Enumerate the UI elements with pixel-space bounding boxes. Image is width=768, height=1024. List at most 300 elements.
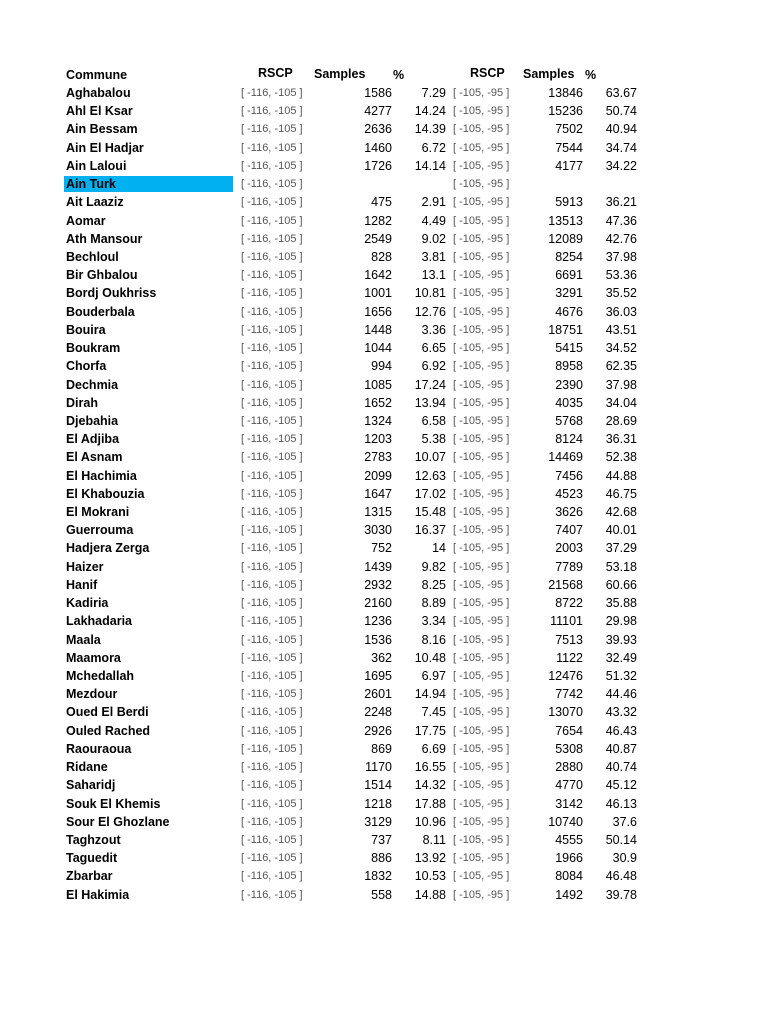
cell-percent-2[interactable]: 45.12: [605, 778, 637, 793]
cell-percent-1[interactable]: 6.97: [421, 669, 446, 683]
cell-percent-2[interactable]: 36.03: [605, 304, 637, 319]
cell-samples-1[interactable]: 4277: [364, 104, 392, 119]
cell-rscp-1[interactable]: [ -116, -105 ]: [241, 560, 303, 573]
cell-samples-2[interactable]: 1492: [555, 887, 583, 902]
cell-rscp-2[interactable]: [ -105, -95 ]: [453, 615, 510, 628]
cell-samples-1[interactable]: 1439: [364, 559, 392, 574]
cell-rscp-1[interactable]: [ -116, -105 ]: [241, 396, 303, 409]
cell-commune[interactable]: Raouraoua: [66, 741, 132, 756]
cell-percent-2[interactable]: 52.38: [605, 450, 637, 465]
cell-samples-2[interactable]: 7742: [555, 687, 583, 702]
cell-samples-2[interactable]: 4770: [555, 778, 583, 793]
cell-commune[interactable]: El Hachimia: [66, 468, 137, 483]
cell-percent-1[interactable]: 12.63: [414, 468, 446, 483]
cell-samples-1[interactable]: 1282: [364, 213, 392, 228]
cell-percent-1[interactable]: 10.07: [414, 450, 446, 465]
cell-samples-2[interactable]: 7513: [555, 632, 583, 647]
cell-samples-2[interactable]: 3626: [555, 505, 583, 520]
cell-rscp-1[interactable]: [ -116, -105 ]: [241, 797, 303, 810]
cell-rscp-2[interactable]: [ -105, -95 ]: [453, 742, 510, 755]
cell-commune[interactable]: Dirah: [66, 395, 98, 410]
cell-rscp-2[interactable]: [ -105, -95 ]: [453, 761, 510, 774]
header-commune[interactable]: Commune: [66, 68, 128, 82]
cell-percent-2[interactable]: 40.87: [605, 741, 637, 756]
cell-samples-2[interactable]: 4035: [555, 395, 583, 410]
cell-percent-2[interactable]: 35.52: [605, 286, 637, 301]
cell-percent-2[interactable]: 53.36: [605, 268, 637, 283]
cell-percent-2[interactable]: 34.04: [605, 395, 637, 410]
cell-rscp-1[interactable]: [ -116, -105 ]: [241, 487, 303, 500]
cell-samples-1[interactable]: 1652: [364, 395, 392, 410]
cell-samples-1[interactable]: 1170: [365, 760, 392, 775]
cell-percent-1[interactable]: 10.96: [414, 814, 446, 829]
cell-samples-1[interactable]: 1236: [364, 614, 392, 629]
cell-rscp-1[interactable]: [ -116, -105 ]: [241, 287, 303, 300]
cell-rscp-2[interactable]: [ -105, -95 ]: [453, 287, 510, 300]
cell-percent-2[interactable]: 53.18: [605, 559, 637, 574]
cell-percent-2[interactable]: 42.76: [605, 231, 637, 246]
cell-percent-1[interactable]: 14.88: [414, 887, 446, 902]
cell-rscp-2[interactable]: [ -105, -95 ]: [453, 888, 510, 901]
cell-samples-2[interactable]: 5308: [555, 741, 583, 756]
cell-percent-2[interactable]: 43.51: [605, 322, 637, 337]
cell-percent-1[interactable]: 17.75: [414, 723, 446, 738]
cell-percent-2[interactable]: 37.6: [612, 814, 637, 829]
header-samples-1[interactable]: Samples: [314, 67, 366, 81]
cell-rscp-2[interactable]: [ -105, -95 ]: [453, 651, 510, 664]
cell-percent-1[interactable]: 17.24: [414, 377, 446, 392]
cell-rscp-2[interactable]: [ -105, -95 ]: [453, 87, 510, 99]
cell-samples-2[interactable]: 7654: [555, 723, 583, 738]
cell-commune[interactable]: El Khabouzia: [66, 486, 145, 501]
cell-percent-2[interactable]: 39.93: [605, 632, 637, 647]
cell-rscp-2[interactable]: [ -105, -95 ]: [453, 487, 510, 500]
cell-rscp-2[interactable]: [ -105, -95 ]: [453, 141, 510, 154]
cell-commune[interactable]: Aghabalou: [66, 86, 131, 100]
cell-samples-1[interactable]: 1656: [364, 304, 392, 319]
cell-percent-1[interactable]: 6.92: [421, 359, 446, 374]
cell-percent-2[interactable]: 40.94: [605, 122, 637, 137]
cell-percent-1[interactable]: 6.65: [421, 341, 446, 356]
cell-percent-2[interactable]: 44.46: [605, 687, 637, 702]
cell-rscp-1[interactable]: [ -116, -105 ]: [241, 433, 303, 446]
cell-samples-2[interactable]: 12089: [548, 231, 583, 246]
cell-commune[interactable]: Ain Bessam: [66, 122, 138, 137]
cell-commune[interactable]: Ain Turk: [64, 176, 233, 192]
cell-rscp-1[interactable]: [ -116, -105 ]: [241, 833, 303, 846]
cell-rscp-2[interactable]: [ -105, -95 ]: [453, 214, 510, 227]
cell-samples-1[interactable]: 2601: [364, 687, 392, 702]
cell-rscp-2[interactable]: [ -105, -95 ]: [453, 250, 510, 263]
cell-percent-2[interactable]: 62.35: [605, 359, 637, 374]
cell-percent-2[interactable]: 35.88: [605, 596, 637, 611]
cell-commune[interactable]: Guerrouma: [66, 523, 134, 538]
cell-rscp-2[interactable]: [ -105, -95 ]: [453, 797, 510, 810]
cell-commune[interactable]: Lakhadaria: [66, 614, 133, 629]
cell-samples-1[interactable]: 1203: [364, 432, 392, 447]
cell-rscp-2[interactable]: [ -105, -95 ]: [453, 323, 510, 336]
cell-commune[interactable]: Ridane: [66, 760, 108, 775]
cell-samples-2[interactable]: 15236: [548, 104, 583, 119]
cell-samples-2[interactable]: 11101: [550, 614, 583, 629]
cell-commune[interactable]: Souk El Khemis: [66, 796, 161, 811]
cell-samples-1[interactable]: 1085: [364, 377, 392, 392]
cell-commune[interactable]: Dechmia: [66, 377, 119, 392]
cell-percent-2[interactable]: 28.69: [605, 413, 637, 428]
cell-samples-1[interactable]: 2926: [364, 723, 392, 738]
cell-samples-1[interactable]: 1324: [364, 413, 392, 428]
cell-percent-1[interactable]: 6.58: [421, 413, 446, 428]
cell-percent-1[interactable]: 4.49: [421, 213, 446, 228]
cell-rscp-1[interactable]: [ -116, -105 ]: [241, 342, 303, 355]
cell-rscp-1[interactable]: [ -116, -105 ]: [241, 123, 303, 136]
cell-samples-2[interactable]: 10740: [548, 814, 583, 829]
cell-percent-1[interactable]: 14: [432, 541, 446, 556]
cell-samples-1[interactable]: 2248: [364, 705, 392, 720]
cell-rscp-1[interactable]: [ -116, -105 ]: [241, 870, 303, 883]
cell-percent-2[interactable]: 37.98: [605, 249, 637, 264]
cell-samples-1[interactable]: 2636: [364, 122, 392, 137]
cell-rscp-2[interactable]: [ -105, -95 ]: [453, 360, 510, 373]
cell-commune[interactable]: Hadjera Zerga: [66, 541, 150, 556]
cell-rscp-1[interactable]: [ -116, -105 ]: [241, 779, 303, 792]
cell-samples-1[interactable]: 828: [371, 249, 392, 264]
cell-rscp-1[interactable]: [ -116, -105 ]: [241, 815, 303, 828]
cell-samples-2[interactable]: 13846: [548, 86, 583, 100]
cell-percent-2[interactable]: 34.74: [605, 140, 637, 155]
cell-rscp-1[interactable]: [ -116, -105 ]: [241, 141, 303, 154]
cell-percent-1[interactable]: 3.36: [421, 322, 446, 337]
cell-samples-2[interactable]: 3291: [555, 286, 583, 301]
cell-percent-1[interactable]: 7.45: [421, 705, 446, 720]
cell-commune[interactable]: Boukram: [66, 341, 121, 356]
cell-percent-1[interactable]: 3.81: [421, 249, 446, 264]
cell-samples-1[interactable]: 558: [371, 887, 392, 902]
cell-commune[interactable]: El Adjiba: [66, 432, 120, 447]
cell-rscp-2[interactable]: [ -105, -95 ]: [453, 396, 510, 409]
cell-rscp-2[interactable]: [ -105, -95 ]: [453, 560, 510, 573]
cell-percent-2[interactable]: 50.14: [605, 832, 637, 847]
cell-rscp-1[interactable]: [ -116, -105 ]: [241, 706, 303, 719]
cell-rscp-1[interactable]: [ -116, -105 ]: [241, 615, 303, 628]
cell-rscp-2[interactable]: [ -105, -95 ]: [453, 414, 510, 427]
cell-commune[interactable]: Zbarbar: [66, 869, 113, 884]
cell-rscp-1[interactable]: [ -116, -105 ]: [241, 269, 303, 282]
cell-samples-2[interactable]: 2390: [555, 377, 583, 392]
cell-rscp-2[interactable]: [ -105, -95 ]: [453, 724, 510, 737]
cell-samples-2[interactable]: 8084: [555, 869, 583, 884]
cell-percent-2[interactable]: 63.67: [605, 86, 637, 100]
cell-percent-1[interactable]: 2.91: [421, 195, 446, 210]
cell-rscp-1[interactable]: [ -116, -105 ]: [241, 651, 303, 664]
cell-rscp-2[interactable]: [ -105, -95 ]: [453, 232, 510, 245]
cell-rscp-2[interactable]: [ -105, -95 ]: [453, 123, 510, 136]
cell-samples-2[interactable]: 7456: [555, 468, 583, 483]
cell-percent-2[interactable]: 39.78: [605, 887, 637, 902]
cell-percent-1[interactable]: 16.55: [414, 760, 446, 775]
cell-samples-2[interactable]: 6691: [555, 268, 583, 283]
cell-percent-1[interactable]: 15.48: [414, 505, 446, 520]
cell-rscp-1[interactable]: [ -116, -105 ]: [241, 105, 303, 118]
cell-samples-2[interactable]: 8958: [555, 359, 583, 374]
cell-commune[interactable]: Maala: [66, 632, 101, 647]
cell-samples-1[interactable]: 1044: [364, 341, 392, 356]
cell-rscp-1[interactable]: [ -116, -105 ]: [241, 542, 303, 555]
cell-rscp-2[interactable]: [ -105, -95 ]: [453, 706, 510, 719]
cell-samples-1[interactable]: 994: [371, 359, 392, 374]
cell-samples-1[interactable]: 1647: [364, 486, 392, 501]
cell-samples-2[interactable]: 3142: [555, 796, 583, 811]
cell-samples-1[interactable]: 1642: [364, 268, 392, 283]
cell-commune[interactable]: Ath Mansour: [66, 231, 143, 246]
cell-commune[interactable]: Maamora: [66, 650, 121, 665]
cell-rscp-2[interactable]: [ -105, -95 ]: [453, 342, 510, 355]
cell-percent-1[interactable]: 8.16: [421, 632, 446, 647]
cell-commune[interactable]: Bir Ghbalou: [66, 268, 138, 283]
cell-rscp-1[interactable]: [ -116, -105 ]: [241, 214, 303, 227]
cell-rscp-2[interactable]: [ -105, -95 ]: [453, 506, 510, 519]
cell-percent-2[interactable]: 34.22: [605, 158, 637, 173]
cell-percent-2[interactable]: 34.52: [605, 341, 637, 356]
cell-rscp-2[interactable]: [ -105, -95 ]: [453, 833, 510, 846]
cell-percent-2[interactable]: 37.29: [605, 541, 637, 556]
cell-percent-2[interactable]: 47.36: [605, 213, 637, 228]
cell-rscp-1[interactable]: [ -116, -105 ]: [241, 578, 303, 591]
cell-percent-1[interactable]: 9.82: [421, 559, 446, 574]
cell-rscp-2[interactable]: [ -105, -95 ]: [453, 578, 510, 591]
cell-percent-1[interactable]: 8.25: [421, 577, 446, 592]
cell-rscp-1[interactable]: [ -116, -105 ]: [241, 524, 303, 537]
cell-samples-1[interactable]: 1726: [364, 158, 392, 173]
cell-rscp-1[interactable]: [ -116, -105 ]: [241, 360, 303, 373]
cell-rscp-2[interactable]: [ -105, -95 ]: [453, 597, 510, 610]
cell-samples-2[interactable]: 1122: [556, 650, 583, 665]
cell-rscp-1[interactable]: [ -116, -105 ]: [241, 469, 303, 482]
cell-percent-2[interactable]: 37.98: [605, 377, 637, 392]
cell-samples-2[interactable]: 12476: [548, 669, 583, 683]
cell-samples-2[interactable]: 8722: [555, 596, 583, 611]
cell-samples-1[interactable]: 1315: [364, 505, 392, 520]
cell-percent-2[interactable]: 51.32: [605, 669, 637, 683]
cell-rscp-2[interactable]: [ -105, -95 ]: [453, 469, 510, 482]
cell-samples-1[interactable]: 752: [371, 541, 392, 556]
cell-percent-2[interactable]: 44.88: [605, 468, 637, 483]
cell-samples-1[interactable]: 2549: [364, 231, 392, 246]
cell-samples-1[interactable]: 869: [371, 741, 392, 756]
cell-commune[interactable]: Kadiria: [66, 596, 109, 611]
cell-rscp-1[interactable]: [ -116, -105 ]: [241, 414, 303, 427]
cell-samples-1[interactable]: 2099: [364, 468, 392, 483]
cell-commune[interactable]: Taghzout: [66, 832, 121, 847]
cell-samples-2[interactable]: 4555: [555, 832, 583, 847]
cell-rscp-2[interactable]: [ -105, -95 ]: [453, 524, 510, 537]
cell-percent-1[interactable]: 9.02: [421, 231, 446, 246]
cell-samples-1[interactable]: 475: [371, 195, 392, 210]
cell-samples-2[interactable]: 5415: [555, 341, 583, 356]
cell-percent-1[interactable]: 10.81: [414, 286, 446, 301]
cell-rscp-2[interactable]: [ -105, -95 ]: [453, 305, 510, 318]
cell-rscp-1[interactable]: [ -116, -105 ]: [241, 761, 303, 774]
cell-percent-2[interactable]: 40.74: [605, 760, 637, 775]
cell-samples-2[interactable]: 7502: [555, 122, 583, 137]
cell-rscp-2[interactable]: [ -105, -95 ]: [453, 870, 510, 883]
cell-commune[interactable]: Hanif: [66, 577, 98, 592]
cell-percent-1[interactable]: 5.38: [421, 432, 446, 447]
cell-samples-2[interactable]: 5768: [555, 413, 583, 428]
cell-percent-1[interactable]: 6.72: [421, 140, 446, 155]
cell-rscp-2[interactable]: [ -105, -95 ]: [453, 451, 510, 464]
cell-percent-1[interactable]: 14.14: [414, 158, 446, 173]
cell-rscp-1[interactable]: [ -116, -105 ]: [241, 688, 303, 701]
cell-percent-2[interactable]: 46.48: [605, 869, 637, 884]
cell-percent-2[interactable]: 32.49: [605, 650, 637, 665]
cell-commune[interactable]: Bordj Oukhriss: [66, 286, 157, 301]
cell-samples-1[interactable]: 1460: [364, 140, 392, 155]
cell-commune[interactable]: Haizer: [66, 559, 104, 574]
cell-commune[interactable]: Bouderbala: [66, 304, 135, 319]
header-percent-2[interactable]: %: [585, 68, 597, 82]
cell-percent-1[interactable]: 13.1: [421, 268, 446, 283]
cell-rscp-2[interactable]: [ -105, -95 ]: [453, 159, 510, 172]
cell-samples-2[interactable]: 2880: [555, 760, 583, 775]
cell-rscp-1[interactable]: [ -116, -105 ]: [241, 232, 303, 245]
header-rscp-1[interactable]: RSCP: [258, 66, 293, 80]
cell-commune[interactable]: El Asnam: [66, 450, 123, 465]
cell-samples-2[interactable]: 7407: [555, 523, 583, 538]
cell-percent-2[interactable]: 46.43: [605, 723, 637, 738]
cell-rscp-1[interactable]: [ -116, -105 ]: [241, 323, 303, 336]
cell-rscp-1[interactable]: [ -116, -105 ]: [241, 506, 303, 519]
cell-samples-2[interactable]: 13513: [548, 213, 583, 228]
cell-samples-1[interactable]: 1448: [364, 322, 392, 337]
cell-rscp-1[interactable]: [ -116, -105 ]: [241, 196, 303, 209]
cell-rscp-1[interactable]: [ -116, -105 ]: [241, 378, 303, 391]
cell-percent-1[interactable]: 17.02: [414, 486, 446, 501]
header-percent-1[interactable]: %: [393, 68, 405, 82]
cell-rscp-1[interactable]: [ -116, -105 ]: [241, 597, 303, 610]
cell-percent-1[interactable]: 16.37: [414, 523, 446, 538]
cell-percent-1[interactable]: 12.76: [414, 304, 446, 319]
cell-samples-1[interactable]: 1586: [364, 86, 392, 100]
cell-commune[interactable]: Sour El Ghozlane: [66, 814, 170, 829]
cell-samples-1[interactable]: 1218: [364, 796, 392, 811]
cell-commune[interactable]: Ouled Rached: [66, 723, 151, 738]
cell-samples-1[interactable]: 1536: [364, 632, 392, 647]
cell-samples-2[interactable]: 13070: [548, 705, 583, 720]
cell-rscp-2[interactable]: [ -105, -95 ]: [453, 542, 510, 555]
cell-commune[interactable]: Djebahia: [66, 413, 119, 428]
cell-rscp-2[interactable]: [ -105, -95 ]: [453, 269, 510, 282]
cell-percent-1[interactable]: 8.89: [421, 596, 446, 611]
cell-rscp-2[interactable]: [ -105, -95 ]: [453, 105, 510, 118]
cell-commune[interactable]: Ait Laaziz: [66, 195, 124, 210]
cell-commune[interactable]: Bouira: [66, 322, 106, 337]
cell-samples-1[interactable]: 2160: [364, 596, 392, 611]
cell-rscp-1[interactable]: [ -116, -105 ]: [241, 852, 303, 865]
cell-commune[interactable]: El Mokrani: [66, 505, 130, 520]
cell-commune[interactable]: Bechloul: [66, 249, 119, 264]
cell-commune[interactable]: Mezdour: [66, 687, 118, 702]
cell-commune[interactable]: Mchedallah: [66, 669, 135, 683]
cell-percent-1[interactable]: 14.32: [414, 778, 446, 793]
cell-samples-2[interactable]: 8254: [555, 249, 583, 264]
cell-rscp-2[interactable]: [ -105, -95 ]: [453, 633, 510, 646]
cell-samples-1[interactable]: 1514: [364, 778, 392, 793]
cell-rscp-1[interactable]: [ -116, -105 ]: [241, 178, 303, 191]
cell-rscp-1[interactable]: [ -116, -105 ]: [241, 670, 303, 682]
cell-rscp-1[interactable]: [ -116, -105 ]: [241, 742, 303, 755]
cell-percent-2[interactable]: 30.9: [612, 851, 637, 866]
cell-samples-2[interactable]: 8124: [555, 432, 583, 447]
cell-samples-2[interactable]: 4177: [555, 158, 583, 173]
cell-rscp-2[interactable]: [ -105, -95 ]: [453, 196, 510, 209]
cell-rscp-2[interactable]: [ -105, -95 ]: [453, 815, 510, 828]
cell-samples-1[interactable]: 886: [371, 851, 392, 866]
cell-commune[interactable]: Aomar: [66, 213, 106, 228]
cell-rscp-1[interactable]: [ -116, -105 ]: [241, 888, 303, 901]
cell-samples-1[interactable]: 1695: [364, 669, 392, 683]
cell-commune[interactable]: Ain El Hadjar: [66, 140, 144, 155]
cell-rscp-1[interactable]: [ -116, -105 ]: [241, 87, 303, 99]
cell-percent-2[interactable]: 42.68: [605, 505, 637, 520]
cell-samples-1[interactable]: 2783: [364, 450, 392, 465]
cell-samples-1[interactable]: 2932: [364, 577, 392, 592]
cell-samples-1[interactable]: 362: [371, 650, 392, 665]
cell-percent-2[interactable]: 60.66: [605, 577, 637, 592]
cell-percent-2[interactable]: 46.75: [605, 486, 637, 501]
cell-percent-1[interactable]: 8.11: [422, 832, 446, 847]
cell-samples-2[interactable]: 4676: [555, 304, 583, 319]
cell-percent-2[interactable]: 40.01: [605, 523, 637, 538]
cell-rscp-1[interactable]: [ -116, -105 ]: [241, 633, 303, 646]
cell-rscp-2[interactable]: [ -105, -95 ]: [453, 378, 510, 391]
cell-samples-1[interactable]: 1832: [364, 869, 392, 884]
cell-percent-2[interactable]: 36.21: [605, 195, 637, 210]
cell-percent-1[interactable]: 13.94: [414, 395, 446, 410]
cell-commune[interactable]: Taguedit: [66, 851, 118, 866]
cell-commune[interactable]: Oued El Berdi: [66, 705, 149, 720]
cell-commune[interactable]: Ain Laloui: [66, 158, 127, 173]
cell-rscp-2[interactable]: [ -105, -95 ]: [453, 670, 510, 682]
cell-commune[interactable]: El Hakimia: [66, 887, 130, 902]
cell-rscp-1[interactable]: [ -116, -105 ]: [241, 451, 303, 464]
cell-percent-2[interactable]: 29.98: [605, 614, 637, 629]
cell-samples-2[interactable]: 21568: [548, 577, 583, 592]
cell-rscp-2[interactable]: [ -105, -95 ]: [453, 178, 510, 191]
cell-rscp-2[interactable]: [ -105, -95 ]: [453, 433, 510, 446]
cell-commune[interactable]: Saharidj: [66, 778, 116, 793]
cell-percent-1[interactable]: 10.48: [414, 650, 446, 665]
cell-commune[interactable]: Ahl El Ksar: [66, 104, 133, 119]
cell-samples-1[interactable]: 737: [371, 832, 392, 847]
cell-rscp-2[interactable]: [ -105, -95 ]: [453, 852, 510, 865]
cell-rscp-2[interactable]: [ -105, -95 ]: [453, 688, 510, 701]
cell-samples-2[interactable]: 7789: [555, 559, 583, 574]
cell-percent-1[interactable]: 10.53: [414, 869, 446, 884]
header-rscp-2[interactable]: RSCP: [470, 66, 505, 80]
cell-percent-1[interactable]: 6.69: [421, 741, 446, 756]
cell-samples-2[interactable]: 2003: [555, 541, 583, 556]
cell-percent-2[interactable]: 43.32: [605, 705, 637, 720]
cell-rscp-1[interactable]: [ -116, -105 ]: [241, 305, 303, 318]
cell-samples-2[interactable]: 14469: [548, 450, 583, 465]
cell-percent-2[interactable]: 50.74: [605, 104, 637, 119]
cell-samples-2[interactable]: 1966: [555, 851, 583, 866]
cell-samples-2[interactable]: 5913: [555, 195, 583, 210]
cell-samples-2[interactable]: 7544: [555, 140, 583, 155]
cell-percent-1[interactable]: 14.94: [414, 687, 446, 702]
cell-rscp-2[interactable]: [ -105, -95 ]: [453, 779, 510, 792]
